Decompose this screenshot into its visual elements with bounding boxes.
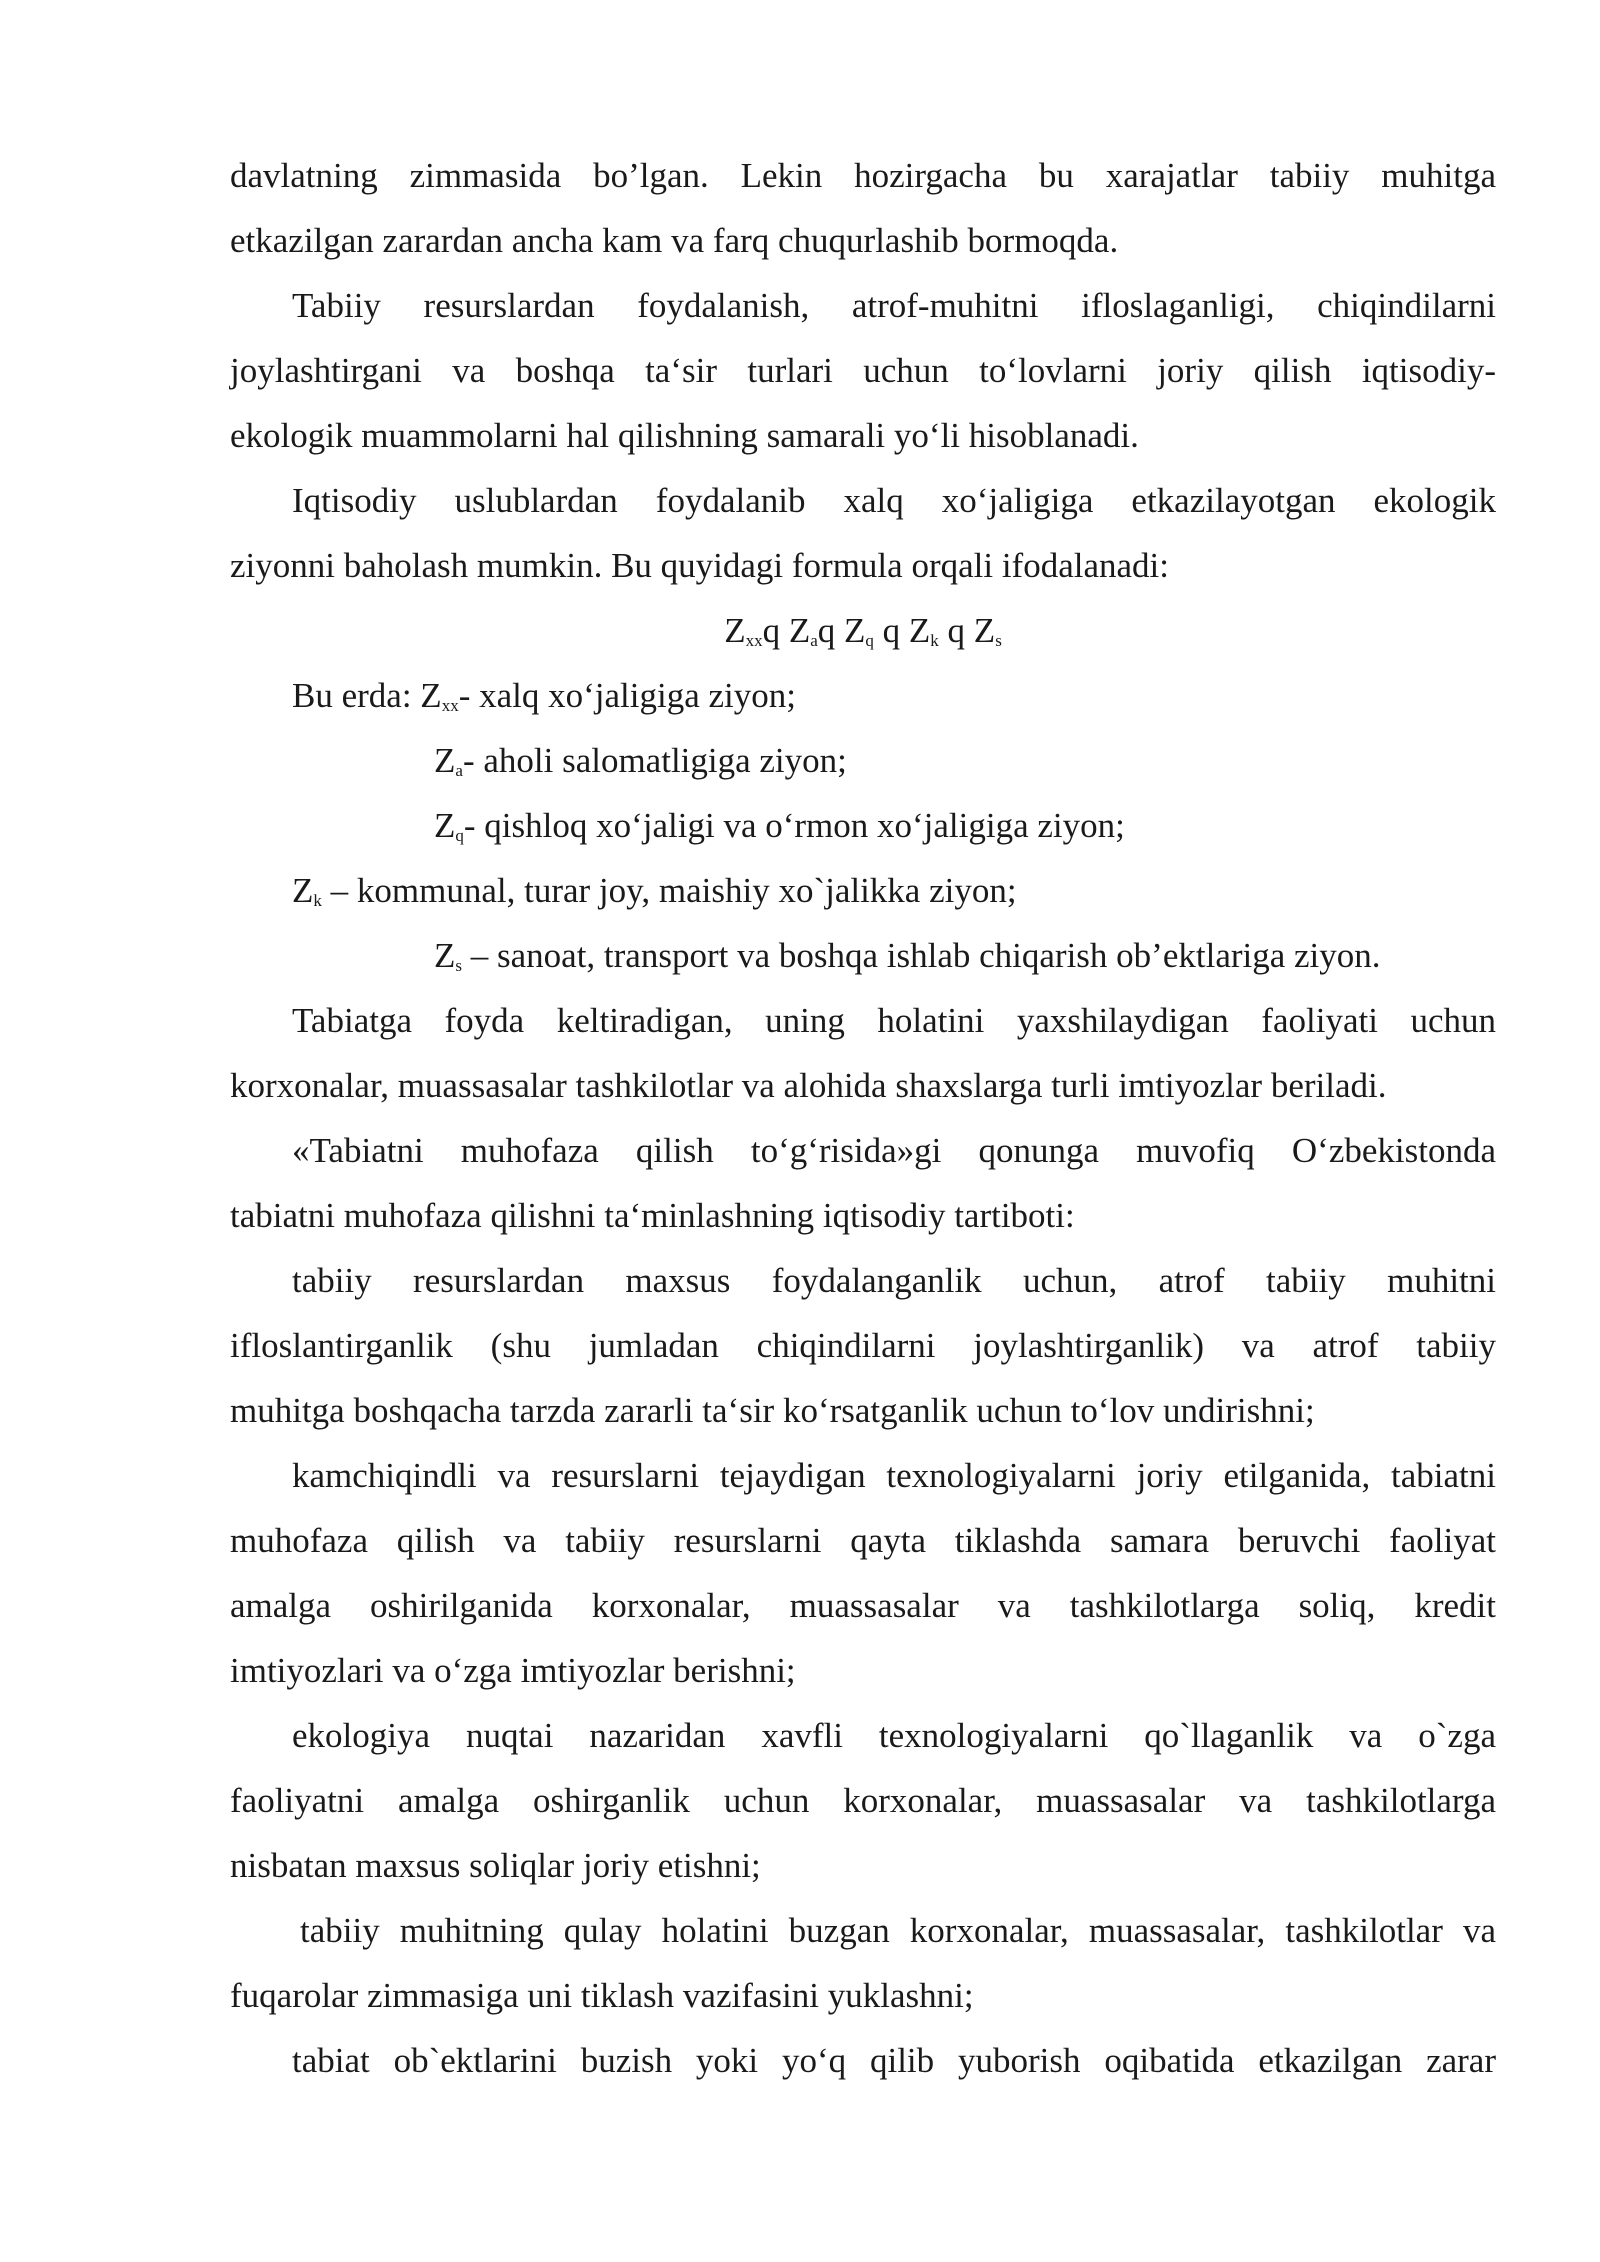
text-line: tabiiy resurslardan maxsus foydalanganlik uchun, atrof tabiiy muhitni: [292, 1261, 1496, 1300]
text-line: amalga oshirilganida korxonalar, muassasalar va tashkilotlarga soliq, kredit: [230, 1586, 1496, 1625]
text-line: «Tabiatni muhofaza qilish to‘g‘risida»gi qonunga muvofiq O‘zbekistonda: [292, 1131, 1496, 1170]
text-line: Tabiiy resurslardan foydalanish, atrof-muhitni ifloslaganligi, chiqindilarni: [292, 286, 1496, 325]
legend-line-zk: $Z_k$ – kommunal, turar joy, maishiy xo`jalikka ziyon;: [292, 871, 1017, 910]
text-line: nisbatan maxsus soliqlar joriy etishni;: [230, 1846, 761, 1885]
text-line: ekologik muammolarni hal qilishning samarali yo‘li hisoblanadi.: [230, 416, 1139, 455]
text-line: tabiiy muhitning qulay holatini buzgan korxonalar, muassasalar, tashkilotlar va: [300, 1911, 1496, 1950]
text-line: imtiyozlari va o‘zga imtiyozlar berishni;: [230, 1651, 796, 1690]
legend-line-zs: $Z_s$ – sanoat, transport va boshqa ishlab chiqarish ob’ektlariga ziyon.: [434, 936, 1381, 975]
text-line: ifloslantirganlik (shu jumladan chiqindilarni joylashtirganlik) va atrof tabiiy: [230, 1326, 1496, 1365]
text-line: joylashtirgani va boshqa ta‘sir turlari uchun to‘lovlarni joriy qilish iqtisodiy-: [230, 351, 1496, 390]
legend-line-zxx: Bu erda: $Z_{xx}-$ xalq xo‘jaligiga ziyon;: [292, 676, 796, 715]
legend-line-zq: $Z_q-$ qishloq xo‘jaligi va o‘rmon xo‘jaligiga ziyon;: [434, 806, 1125, 845]
text-line: kamchiqindli va resurslarni tejaydigan texnologiyalarni joriy etilganida, tabiatni: [292, 1456, 1496, 1495]
text-line: ziyonni baholash mumkin. Bu quyidagi formula orqali ifodalanadi:: [230, 546, 1169, 585]
text-line: ekologiya nuqtai nazaridan xavfli texnologiyalarni qo`llaganlik va o`zga: [292, 1716, 1496, 1755]
text-line: Tabiatga foyda keltiradigan, uning holatini yaxshilaydigan faoliyati uchun: [292, 1001, 1496, 1040]
text-line: Iqtisodiy uslublardan foydalanib xalq xo‘jaligiga etkazilayotgan ekologik: [292, 481, 1496, 520]
text-line: muhofaza qilish va tabiiy resurslarni qayta tiklashda samara beruvchi faoliyat: [230, 1521, 1496, 1560]
text-line: tabiat ob`ektlarini buzish yoki yo‘q qilib yuborish oqibatida etkazilgan zarar: [292, 2041, 1496, 2080]
text-line: korxonalar, muassasalar tashkilotlar va alohida shaxslarga turli imtiyozlar beriladi.: [230, 1066, 1387, 1105]
text-line: fuqarolar zimmasiga uni tiklash vazifasini yuklashni;: [230, 1976, 974, 2015]
text-line: etkazilgan zarardan ancha kam va farq chuqurlashib bormoqda.: [230, 221, 1119, 260]
text-line: tabiatni muhofaza qilishni ta‘minlashning iqtisodiy tartiboti:: [230, 1196, 1075, 1235]
legend-line-za: $Z_a-$ aholi salomatligiga ziyon;: [434, 741, 847, 780]
text-line: davlatning zimmasida bo’lgan. Lekin hozirgacha bu xarajatlar tabiiy muhitga: [230, 156, 1496, 195]
text-line: muhitga boshqacha tarzda zararli ta‘sir ko‘rsatganlik uchun to‘lov undirishni;: [230, 1391, 1315, 1430]
text-line: faoliyatni amalga oshirganlik uchun korxonalar, muassasalar va tashkilotlarga: [230, 1781, 1496, 1820]
damage-formula: $Z_{xx}q$ $Z_aq$ $Z_q$ q $Z_k$ q $Z_s$: [724, 611, 1002, 650]
